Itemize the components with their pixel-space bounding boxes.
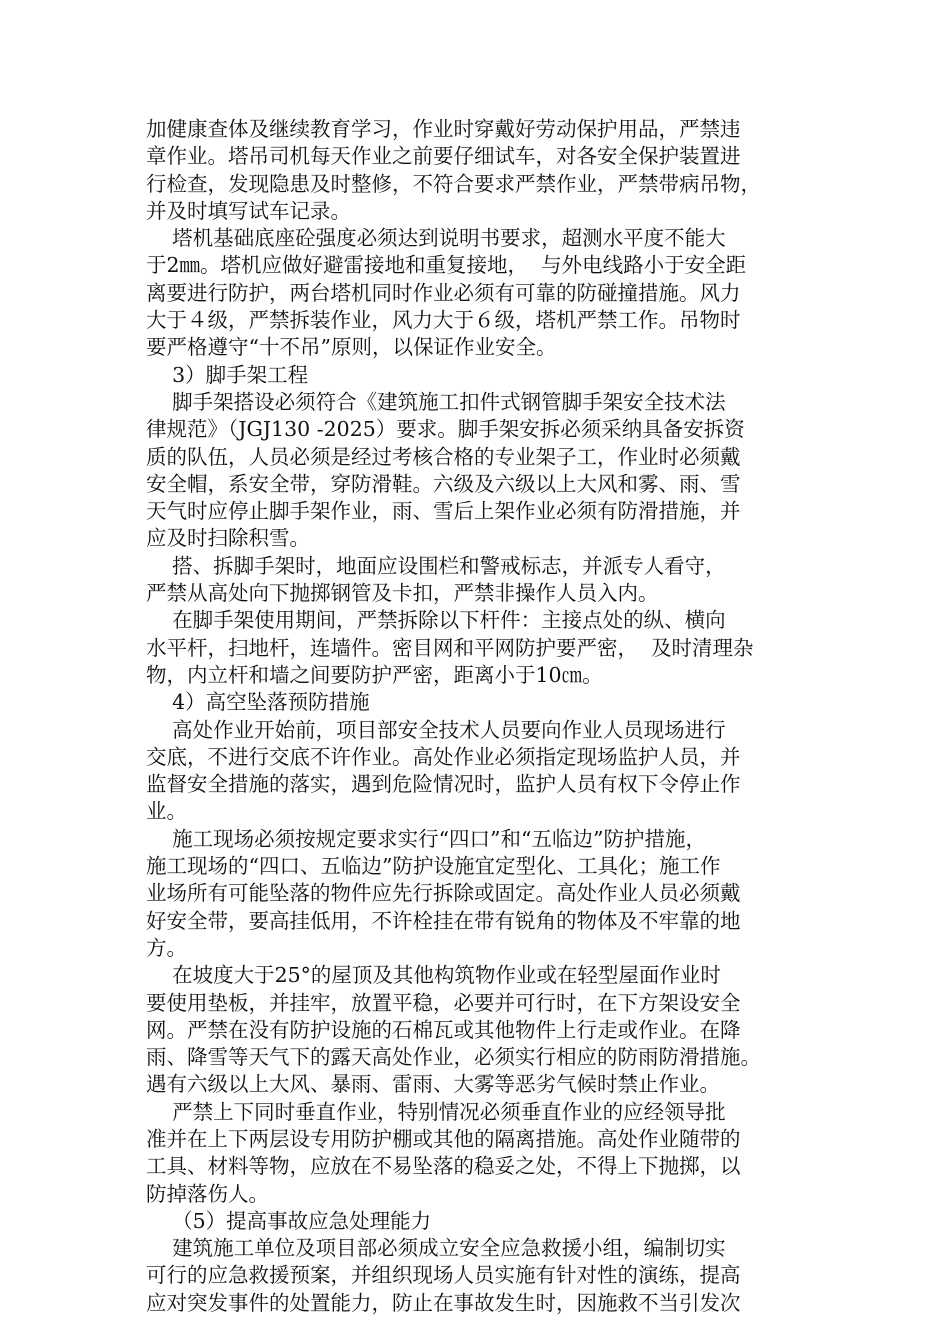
text-line: 天气时应停止脚手架作业，雨、雪后上架作业必须有防滑措施，并 [146,499,741,524]
text-line: 建筑施工单位及项目部必须成立安全应急救援小组，编制切实 [146,1236,726,1261]
text-line: 加健康查体及继续教育学习，作业时穿戴好劳动保护用品，严禁违 [146,117,741,141]
text-line: 业。 [146,799,187,824]
text-line: 行检查，发现隐患及时整修，不符合要求严禁作业，严禁带病吊物， [146,171,761,196]
text-line: 水平杆，扫地杆，连墙件。密目网和平网防护要严密， 及时清理杂 [146,635,754,660]
text-line: 大于４级，严禁拆装作业，风力大于６级，塔机严禁工作。吊物时 [146,308,741,333]
text-line: 网。严禁在没有防护设施的石棉瓦或其他物件上行走或作业。在降 [146,1017,741,1042]
text-line: 应对突发事件的处置能力，防止在事故发生时，因施救不当引发次 [146,1290,741,1315]
text-line: 于2㎜。塔机应做好避雷接地和重复接地， 与外电线路小于安全距 [146,253,747,278]
text-line: 搭、拆脚手架时，地面应设围栏和警戒标志，并派专人看守， [146,553,726,578]
text-line: 遇有六级以上大风、暴雨、雷雨、大雾等恶劣气候时禁止作业。 [146,1072,720,1097]
text-line: 离要进行防护，两台塔机同时作业必须有可靠的防碰撞措施。风力 [146,280,741,305]
text-line: 监督安全措施的落实，遇到危险情况时，监护人员有权下令停止作 [146,772,741,797]
text-line: 在脚手架使用期间，严禁拆除以下杆件：主接点处的纵、横向 [146,608,726,633]
section-heading: 4）高空坠落预防措施 [146,690,370,715]
text-line: 脚手架搭设必须符合《建筑施工扣件式钢管脚手架安全技术法 [146,389,726,414]
section-heading: （5）提高事故应急处理能力 [146,1208,432,1233]
body-text [146,116,806,1317]
text-line: 并及时填写试车记录。 [146,198,351,223]
text-line: 要严格遵守“十不吊”原则，以保证作业安全。 [146,335,557,360]
text-line: 防掉落伤人。 [146,1181,269,1206]
text-line: 可行的应急救援预案，并组织现场人员实施有针对性的演练，提高 [146,1263,741,1288]
text-line: 严禁从高处向下抛掷钢管及卡扣，严禁非操作人员入内。 [146,581,659,606]
text-line: 施工现场必须按规定要求实行“四口”和“五临边”防护措施， [146,826,706,851]
text-line: 应及时扫除积雪。 [146,526,310,551]
text-line: 律规范》（JGJ130 -2025）要求。脚手架安拆必须采纳具备安拆资 [146,417,745,442]
text-line: 业场所有可能坠落的物件应先行拆除或固定。高处作业人员必须戴 [146,881,741,906]
text-line: 方。 [146,935,187,960]
text-line: 雨、降雪等天气下的露天高处作业，必须实行相应的防雨防滑措施。 [146,1045,761,1070]
text-line: 塔机基础底座砼强度必须达到说明书要求，超测水平度不能大 [146,226,726,251]
section-heading: 3）脚手架工程 [146,362,309,387]
text-line: 工具、材料等物，应放在不易坠落的稳妥之处，不得上下抛掷，以 [146,1154,741,1179]
text-line: 质的队伍，人员必须是经过考核合格的专业架子工，作业时必须戴 [146,444,741,469]
text-line: 准并在上下两层设专用防护棚或其他的隔离措施。高处作业随带的 [146,1126,741,1151]
text-line: 章作业。塔吊司机每天作业之前要仔细试车，对各安全保护装置进 [146,144,741,169]
text-line: 在坡度大于25°的屋顶及其他构筑物作业或在轻型屋面作业时 [146,963,721,988]
text-line: 要使用垫板，并挂牢，放置平稳，必要并可行时，在下方架设安全 [146,990,741,1015]
text-line: 严禁上下同时垂直作业，特别情况必须垂直作业的应经领导批 [146,1099,726,1124]
text-line: 好安全带，要高挂低用，不许栓挂在带有锐角的物体及不牢靠的地 [146,908,741,933]
text-line: 高处作业开始前，项目部安全技术人员要向作业人员现场进行 [146,717,726,742]
text-line: 物，内立杆和墙之间要防护严密，距离小于10㎝。 [146,662,603,687]
text-line: 交底，不进行交底不许作业。高处作业必须指定现场监护人员，并 [146,744,741,769]
text-line: 施工现场的“四口、五临边”防护设施宜定型化、工具化；施工作 [146,854,721,879]
text-line: 安全帽，系安全带，穿防滑鞋。六级及六级以上大风和雾、雨、雪 [146,471,741,496]
